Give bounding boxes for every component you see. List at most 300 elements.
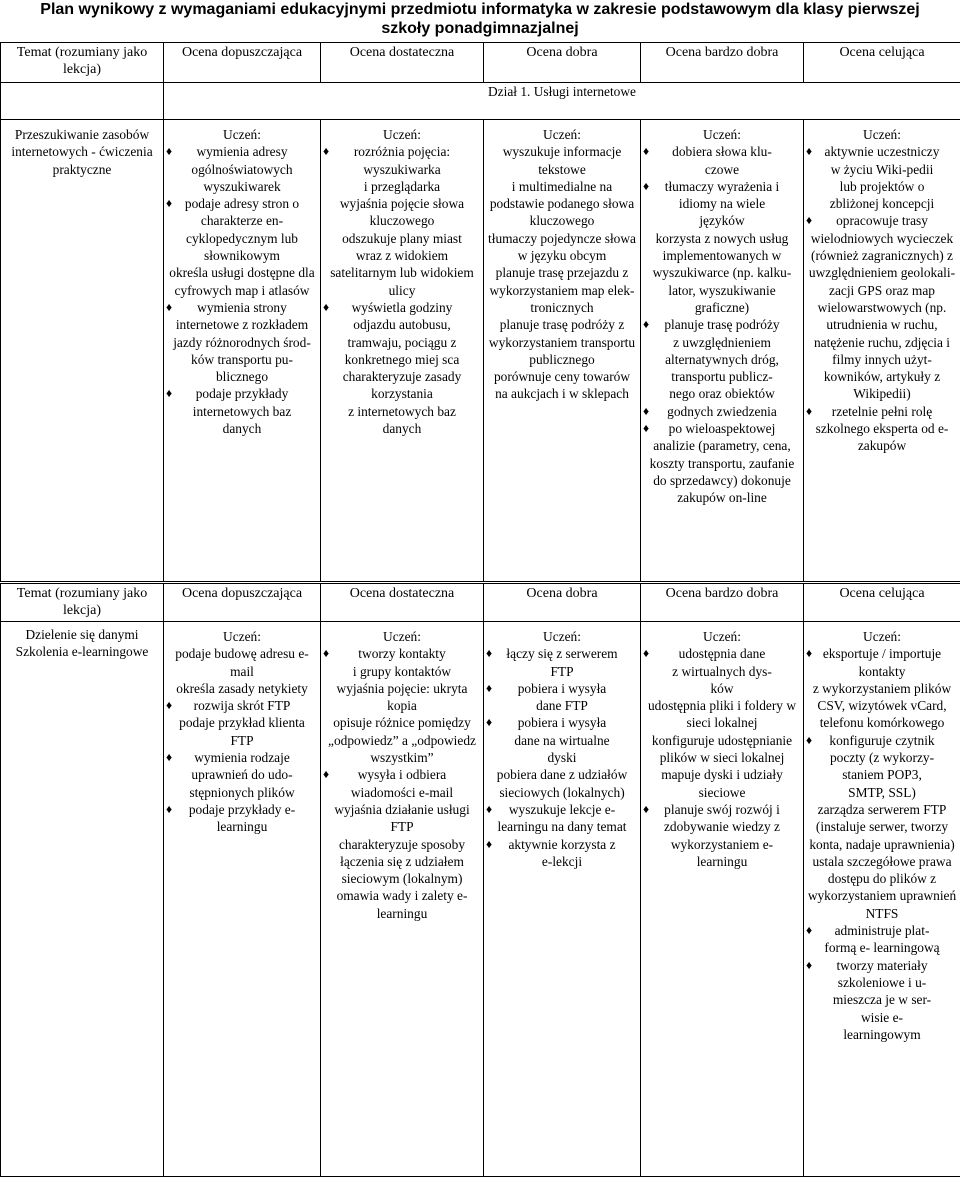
requirement-line [806, 351, 958, 368]
requirement-line [486, 195, 638, 212]
requirement-text: wykorzystaniem e- [670, 836, 774, 852]
grade-4-requirements [484, 120, 641, 582]
requirement-line [166, 247, 318, 264]
requirement-text: języków [699, 213, 745, 229]
requirement-text: łączy się z serwerem [506, 646, 618, 662]
requirement-line [166, 126, 318, 143]
diamond-bullet-icon [806, 926, 813, 935]
requirement-line [166, 212, 318, 229]
requirement-text: dane na wirtualne [514, 732, 610, 748]
diamond-bullet-icon [806, 961, 813, 970]
requirement-line [166, 663, 318, 680]
requirement-line [166, 628, 318, 645]
requirement-text: ustala szczegółowe prawa [812, 853, 952, 869]
requirement-text: internetowe z rozkładem [175, 317, 309, 333]
grade-5-requirements [641, 622, 804, 1177]
requirement-text: wyszukuje lekcje e- [508, 801, 616, 817]
requirement-text: graficzne) [694, 299, 750, 315]
bullet-requirement-line [323, 143, 481, 160]
requirement-line [166, 351, 318, 368]
bullet-requirement-line [643, 178, 801, 195]
requirement-line [323, 334, 481, 351]
requirement-line [643, 472, 801, 489]
requirement-text: dane FTP [536, 698, 588, 714]
requirement-line [643, 714, 801, 731]
requirement-text: koszty transportu, zaufanie [649, 455, 795, 471]
requirement-text: i multimedialne na [511, 178, 613, 194]
requirement-line [486, 385, 638, 402]
requirement-line [806, 766, 958, 783]
header-grade-6: Ocena celująca [804, 43, 960, 83]
requirement-text: ków transportu pu- [191, 351, 293, 367]
requirement-text: wyświetla godziny [351, 299, 453, 315]
requirement-line [806, 437, 958, 454]
requirement-line [486, 230, 638, 247]
requirement-line [486, 732, 638, 749]
bullet-requirement-line [486, 836, 638, 853]
bullet-requirement-line [806, 212, 958, 229]
requirement-text: wyjaśnia pojęcie słowa [339, 196, 465, 212]
requirement-text: Wikipedii) [853, 386, 911, 402]
requirement-text: learningu na dany temat [497, 819, 627, 835]
document-title [0, 0, 960, 38]
header-topic: Temat (rozumiany jako lekcja) [1, 43, 164, 83]
requirement-text: zbliżonej koncepcji [829, 196, 935, 212]
requirement-text: mieszcza je w ser- [832, 992, 932, 1008]
grade-3-requirements [321, 622, 484, 1177]
requirement-text: FTP [550, 663, 574, 679]
requirement-line [486, 368, 638, 385]
table-row [1, 622, 960, 1177]
requirement-line [323, 870, 481, 887]
requirement-text: określa usługi dostępne dla [169, 265, 315, 281]
requirement-line [806, 870, 958, 887]
requirement-line [806, 316, 958, 333]
requirement-text: lub projektów o [839, 178, 925, 194]
requirement-line [806, 161, 958, 178]
bullet-requirement-line [643, 403, 801, 420]
requirement-line [643, 334, 801, 351]
requirement-text: podaje budowę adresu e- [175, 646, 309, 662]
requirement-text: do sprzedawcy) dokonuje [653, 472, 791, 488]
requirement-line [323, 818, 481, 835]
requirement-line [323, 316, 481, 333]
requirement-line [486, 749, 638, 766]
bullet-requirement-line [486, 680, 638, 697]
requirement-text: podaje przykład klienta [179, 715, 305, 731]
requirement-line [486, 351, 638, 368]
requirement-line [643, 264, 801, 281]
requirement-line [806, 247, 958, 264]
requirement-line [643, 247, 801, 264]
header-grade-3: Ocena dostateczna [321, 43, 484, 83]
requirement-text: konkretnego miej sca [344, 351, 460, 367]
requirement-text: wymienia strony [197, 299, 287, 315]
requirement-line [806, 230, 958, 247]
header-grade-4: Ocena dobra [484, 584, 641, 622]
requirement-line [166, 178, 318, 195]
requirement-text: w życiu Wiki-pedii [830, 161, 934, 177]
requirement-text: opisuje różnice pomiędzy [333, 715, 471, 731]
header-grade-4: Ocena dobra [484, 43, 641, 83]
requirement-text: konfiguruje czytnik [829, 732, 935, 748]
requirement-text: wyszukiwarce (np. kalku- [652, 265, 792, 281]
diamond-bullet-icon [166, 805, 173, 814]
requirement-text: udostępnia pliki i foldery w [647, 698, 797, 714]
requirement-text: poczty (z wykorzy- [829, 750, 935, 766]
diamond-bullet-icon [486, 684, 493, 693]
diamond-bullet-icon [166, 753, 173, 762]
requirement-text: dostępu do plików z [827, 871, 937, 887]
diamond-bullet-icon [806, 407, 813, 416]
requirement-text: określa zasady netykiety [176, 680, 308, 696]
header-grade-3: Ocena dostateczna [321, 584, 484, 622]
requirement-text: sieciowych (lokalnych) [499, 784, 625, 800]
requirement-line [323, 351, 481, 368]
requirement-line [166, 403, 318, 420]
diamond-bullet-icon [806, 736, 813, 745]
requirement-text: sieciowe [698, 784, 746, 800]
requirement-line [166, 316, 318, 333]
requirement-line [166, 766, 318, 783]
requirement-text: planuje swój rozwój i [664, 801, 780, 817]
requirement-text: konta, nadaje uprawnienia) [809, 836, 955, 852]
requirement-line [323, 697, 481, 714]
requirement-line [643, 680, 801, 697]
requirement-line [643, 818, 801, 835]
requirement-text: zarządza serwerem FTP [817, 801, 947, 817]
requirement-line [806, 264, 958, 281]
requirement-text: CSV, wizytówek vCard, [817, 698, 947, 714]
diamond-bullet-icon [323, 649, 330, 658]
requirement-text: zdobywanie wiedzy z [663, 819, 780, 835]
diamond-bullet-icon [166, 701, 173, 710]
grade-6-requirements [804, 622, 960, 1177]
requirement-text: z internetowych baz [348, 403, 456, 419]
requirement-text: natężenie ruchu, zdjęcia i [813, 334, 951, 350]
diamond-bullet-icon [486, 805, 493, 814]
grade-5-requirements [641, 120, 804, 582]
bullet-requirement-line [166, 385, 318, 402]
requirement-line [643, 732, 801, 749]
requirement-text: wielowarstwowych (np. [817, 299, 947, 315]
requirement-line [643, 212, 801, 229]
requirement-text: pobiera i wysyła [517, 715, 607, 731]
requirement-text: danych [222, 421, 262, 437]
requirement-text: udostępnia dane [678, 646, 766, 662]
requirements-table-section-1 [0, 42, 960, 582]
table-header-row [1, 43, 960, 83]
requirement-line [323, 714, 481, 731]
requirement-text: tekstowe [538, 161, 586, 177]
requirement-text: wraz z widokiem [355, 248, 449, 264]
requirements-table-section-2 [0, 583, 960, 1177]
requirement-text: pobiera dane z udziałów [496, 767, 628, 783]
requirement-text: ogólnoświatowych [191, 161, 293, 177]
requirement-line [486, 143, 638, 160]
requirement-line [166, 784, 318, 801]
requirement-text: Uczeń: [543, 127, 581, 142]
requirement-text: administruje plat- [834, 923, 930, 939]
header-grade-5: Ocena bardzo dobra [641, 584, 804, 622]
bullet-requirement-line [806, 732, 958, 749]
grade-4-requirements [484, 622, 641, 1177]
requirement-line [806, 628, 958, 645]
requirement-text: szkoleniowe i u- [837, 974, 927, 990]
bullet-requirement-line [323, 645, 481, 662]
requirement-text: po wieloaspektowej [668, 421, 776, 437]
requirement-text: aktywnie korzysta z [508, 836, 616, 852]
requirement-line [486, 126, 638, 143]
requirement-text: utrudnienia w ruchu, [826, 317, 938, 333]
requirement-text: wykorzystaniem uprawnień [807, 888, 957, 904]
requirement-line [806, 801, 958, 818]
requirement-line [323, 905, 481, 922]
requirement-text: kluczowego [529, 213, 595, 229]
requirement-line [323, 264, 481, 281]
requirement-line [323, 230, 481, 247]
requirement-line [643, 766, 801, 783]
requirement-text: learningu [216, 819, 268, 835]
header-grade-2: Ocena dopuszczająca [164, 584, 321, 622]
diamond-bullet-icon [486, 840, 493, 849]
requirement-line [166, 264, 318, 281]
requirement-text: z wykorzystaniem plików [812, 680, 952, 696]
requirement-text: opracowuje trasy [836, 213, 928, 229]
requirement-text: podaje przykłady [195, 386, 289, 402]
bullet-requirement-line [643, 143, 801, 160]
requirement-text: wysyła i odbiera [357, 767, 447, 783]
requirement-line [643, 784, 801, 801]
requirement-line [806, 853, 958, 870]
requirement-line [806, 663, 958, 680]
bullet-requirement-line [806, 957, 958, 974]
requirement-text: zacji GPS oraz map [829, 282, 935, 298]
requirement-text: idiomy na wiele [678, 196, 766, 212]
requirement-line [643, 663, 801, 680]
requirement-text: Uczeń: [703, 127, 741, 142]
requirement-line [486, 697, 638, 714]
section-title-row [1, 83, 960, 120]
requirement-text: stępnionych plików [189, 784, 295, 800]
requirement-text: nego oraz obiektów [669, 386, 775, 402]
requirement-text: słownikowym [204, 248, 280, 264]
requirement-text: mapuje dyski i udziały [661, 767, 783, 783]
requirement-line [806, 420, 958, 437]
requirement-text: filmy innych użyt- [832, 351, 932, 367]
requirement-text: odszukuje plany miast [342, 230, 462, 246]
requirement-text: uprawnień do udo- [191, 767, 293, 783]
requirement-text: podstawie podanego słowa [489, 196, 635, 212]
requirement-text: alternatywnych dróg, [665, 351, 779, 367]
requirement-text: sieci lokalnej [686, 715, 758, 731]
bullet-requirement-line [166, 749, 318, 766]
requirement-text: wyszukiwarek [203, 178, 281, 194]
diamond-bullet-icon [643, 320, 650, 329]
requirement-line [643, 628, 801, 645]
requirement-line [486, 853, 638, 870]
bullet-requirement-line [806, 922, 958, 939]
requirement-text: SMTP, SSL) [848, 784, 916, 800]
bullet-requirement-line [166, 299, 318, 316]
requirement-line [806, 126, 958, 143]
requirement-text: Uczeń: [863, 629, 901, 644]
requirement-line [806, 749, 958, 766]
requirement-text: podaje przykłady e- [188, 801, 296, 817]
requirement-line [486, 316, 638, 333]
requirement-text: plików w sieci lokalnej [659, 750, 785, 766]
header-grade-2: Ocena dopuszczająca [164, 43, 321, 83]
requirement-text: kopia [387, 698, 417, 714]
requirement-line [166, 282, 318, 299]
requirement-line [166, 732, 318, 749]
bullet-requirement-line [806, 645, 958, 662]
requirement-text: learningu [376, 905, 428, 921]
requirement-text: tworzy materiały [836, 957, 928, 973]
diamond-bullet-icon [643, 147, 650, 156]
requirement-line [486, 818, 638, 835]
requirement-text: godnych zwiedzenia [667, 403, 777, 419]
diamond-bullet-icon [486, 718, 493, 727]
requirement-text: charakterze en- [200, 213, 284, 229]
requirement-text: uwzględnieniem geolokali- [808, 265, 956, 281]
requirement-line [486, 264, 638, 281]
requirement-line [806, 680, 958, 697]
bullet-requirement-line [166, 195, 318, 212]
requirement-text: learningowym [843, 1026, 921, 1042]
requirement-text: konfiguruje udostępnianie [651, 732, 793, 748]
requirement-line [806, 836, 958, 853]
requirement-text: wielodniowych wycieczek [810, 230, 954, 246]
requirement-line [323, 853, 481, 870]
requirement-text: charakteryzuje sposoby [338, 836, 466, 852]
requirement-text: charakteryzuje zasady [342, 369, 462, 385]
requirement-text: wisie e- [860, 1009, 904, 1025]
header-topic: Temat (rozumiany jako lekcja) [1, 584, 164, 622]
requirement-text: internetowych baz [192, 403, 292, 419]
requirement-text: telefonu komórkowego [819, 715, 945, 731]
bullet-requirement-line [486, 801, 638, 818]
requirement-text: NTFS [865, 905, 899, 921]
diamond-bullet-icon [323, 303, 330, 312]
requirement-text: podaje adresy stron o [184, 196, 300, 212]
requirement-text: tłumaczy wyrażenia i [664, 178, 780, 194]
requirement-text: planuje trasę podróży z [499, 317, 625, 333]
requirement-text: rozróżnia pojęcia: [353, 144, 451, 160]
requirement-line [806, 368, 958, 385]
requirement-line [323, 161, 481, 178]
requirement-text: zakupów [857, 438, 907, 454]
requirement-line [643, 489, 801, 506]
diamond-bullet-icon [166, 147, 173, 156]
requirement-line [323, 887, 481, 904]
requirement-text: transportu publicz- [671, 369, 773, 385]
bullet-requirement-line [166, 801, 318, 818]
requirement-text: wyjaśnia działanie usługi [334, 801, 470, 817]
requirement-text: pobiera i wysyła [517, 680, 607, 696]
requirement-text: (również zagranicznych) z [810, 248, 953, 264]
requirement-line [486, 161, 638, 178]
requirement-text: rzetelnie pełni rolę [831, 403, 933, 419]
table-row [1, 120, 960, 582]
requirement-text: dobiera słowa klu- [672, 144, 772, 160]
requirement-text: łączenia się z udziałem [340, 853, 464, 869]
diamond-bullet-icon [643, 805, 650, 814]
diamond-bullet-icon [323, 147, 330, 156]
requirement-text: sieciowym (lokalnym) [341, 871, 463, 887]
requirement-text: Uczeń: [703, 629, 741, 644]
bullet-requirement-line [166, 697, 318, 714]
requirement-line [806, 1026, 958, 1043]
requirement-text: rozwija skrót FTP [193, 698, 291, 714]
requirement-text: kluczowego [369, 213, 435, 229]
requirement-line [166, 368, 318, 385]
requirement-line [643, 455, 801, 472]
requirement-text: aktywnie uczestniczy [824, 144, 940, 160]
requirement-line [323, 178, 481, 195]
requirement-line [806, 887, 958, 904]
requirement-text: Uczeń: [223, 127, 261, 142]
header-grade-6: Ocena celująca [804, 584, 960, 622]
requirement-text: z uwzględnieniem [673, 334, 771, 350]
bullet-requirement-line [323, 299, 481, 316]
requirement-text: dyski [547, 750, 577, 766]
requirement-line [643, 385, 801, 402]
diamond-bullet-icon [643, 182, 650, 191]
table-header-row [1, 584, 960, 622]
requirement-line [486, 212, 638, 229]
requirement-line [643, 161, 801, 178]
requirement-line [323, 836, 481, 853]
bullet-requirement-line [806, 143, 958, 160]
requirement-text: korzysta z nowych usług [655, 230, 789, 246]
requirement-line [486, 178, 638, 195]
requirement-line [486, 334, 638, 351]
diamond-bullet-icon [166, 199, 173, 208]
requirement-text: omawia wady i zalety e- [336, 888, 468, 904]
requirement-line [806, 939, 958, 956]
requirement-line [166, 420, 318, 437]
requirement-text: Uczeń: [543, 629, 581, 644]
requirement-line [643, 836, 801, 853]
requirement-text: wykorzystaniem transportu [488, 334, 636, 350]
requirement-text: korzystania [371, 386, 433, 402]
requirement-text: porównuje ceny towarów [493, 369, 631, 385]
requirement-text: Uczeń: [223, 629, 261, 644]
requirement-text: staniem POP3, [842, 767, 922, 783]
topic-cell: Przeszukiwanie zasobów internetowych - ćwiczenia praktyczne [1, 120, 164, 582]
requirement-text: tronicznych [530, 299, 594, 315]
requirement-line [806, 299, 958, 316]
requirement-text: odjazdu autobusu, [353, 317, 451, 333]
requirement-line [323, 420, 481, 437]
requirement-line [643, 126, 801, 143]
requirement-line [806, 714, 958, 731]
requirement-line [166, 645, 318, 662]
requirement-line [806, 1009, 958, 1026]
requirement-line [806, 385, 958, 402]
section-title: Dział 1. Usługi internetowe [164, 83, 960, 120]
requirement-line [486, 299, 638, 316]
requirement-text: wyjaśnia pojęcie: ukryta [336, 680, 468, 696]
requirement-line [486, 282, 638, 299]
requirement-line [323, 680, 481, 697]
requirement-line [643, 195, 801, 212]
bullet-requirement-line [323, 766, 481, 783]
diamond-bullet-icon [806, 649, 813, 658]
grade-2-requirements [164, 120, 321, 582]
requirement-line [323, 784, 481, 801]
